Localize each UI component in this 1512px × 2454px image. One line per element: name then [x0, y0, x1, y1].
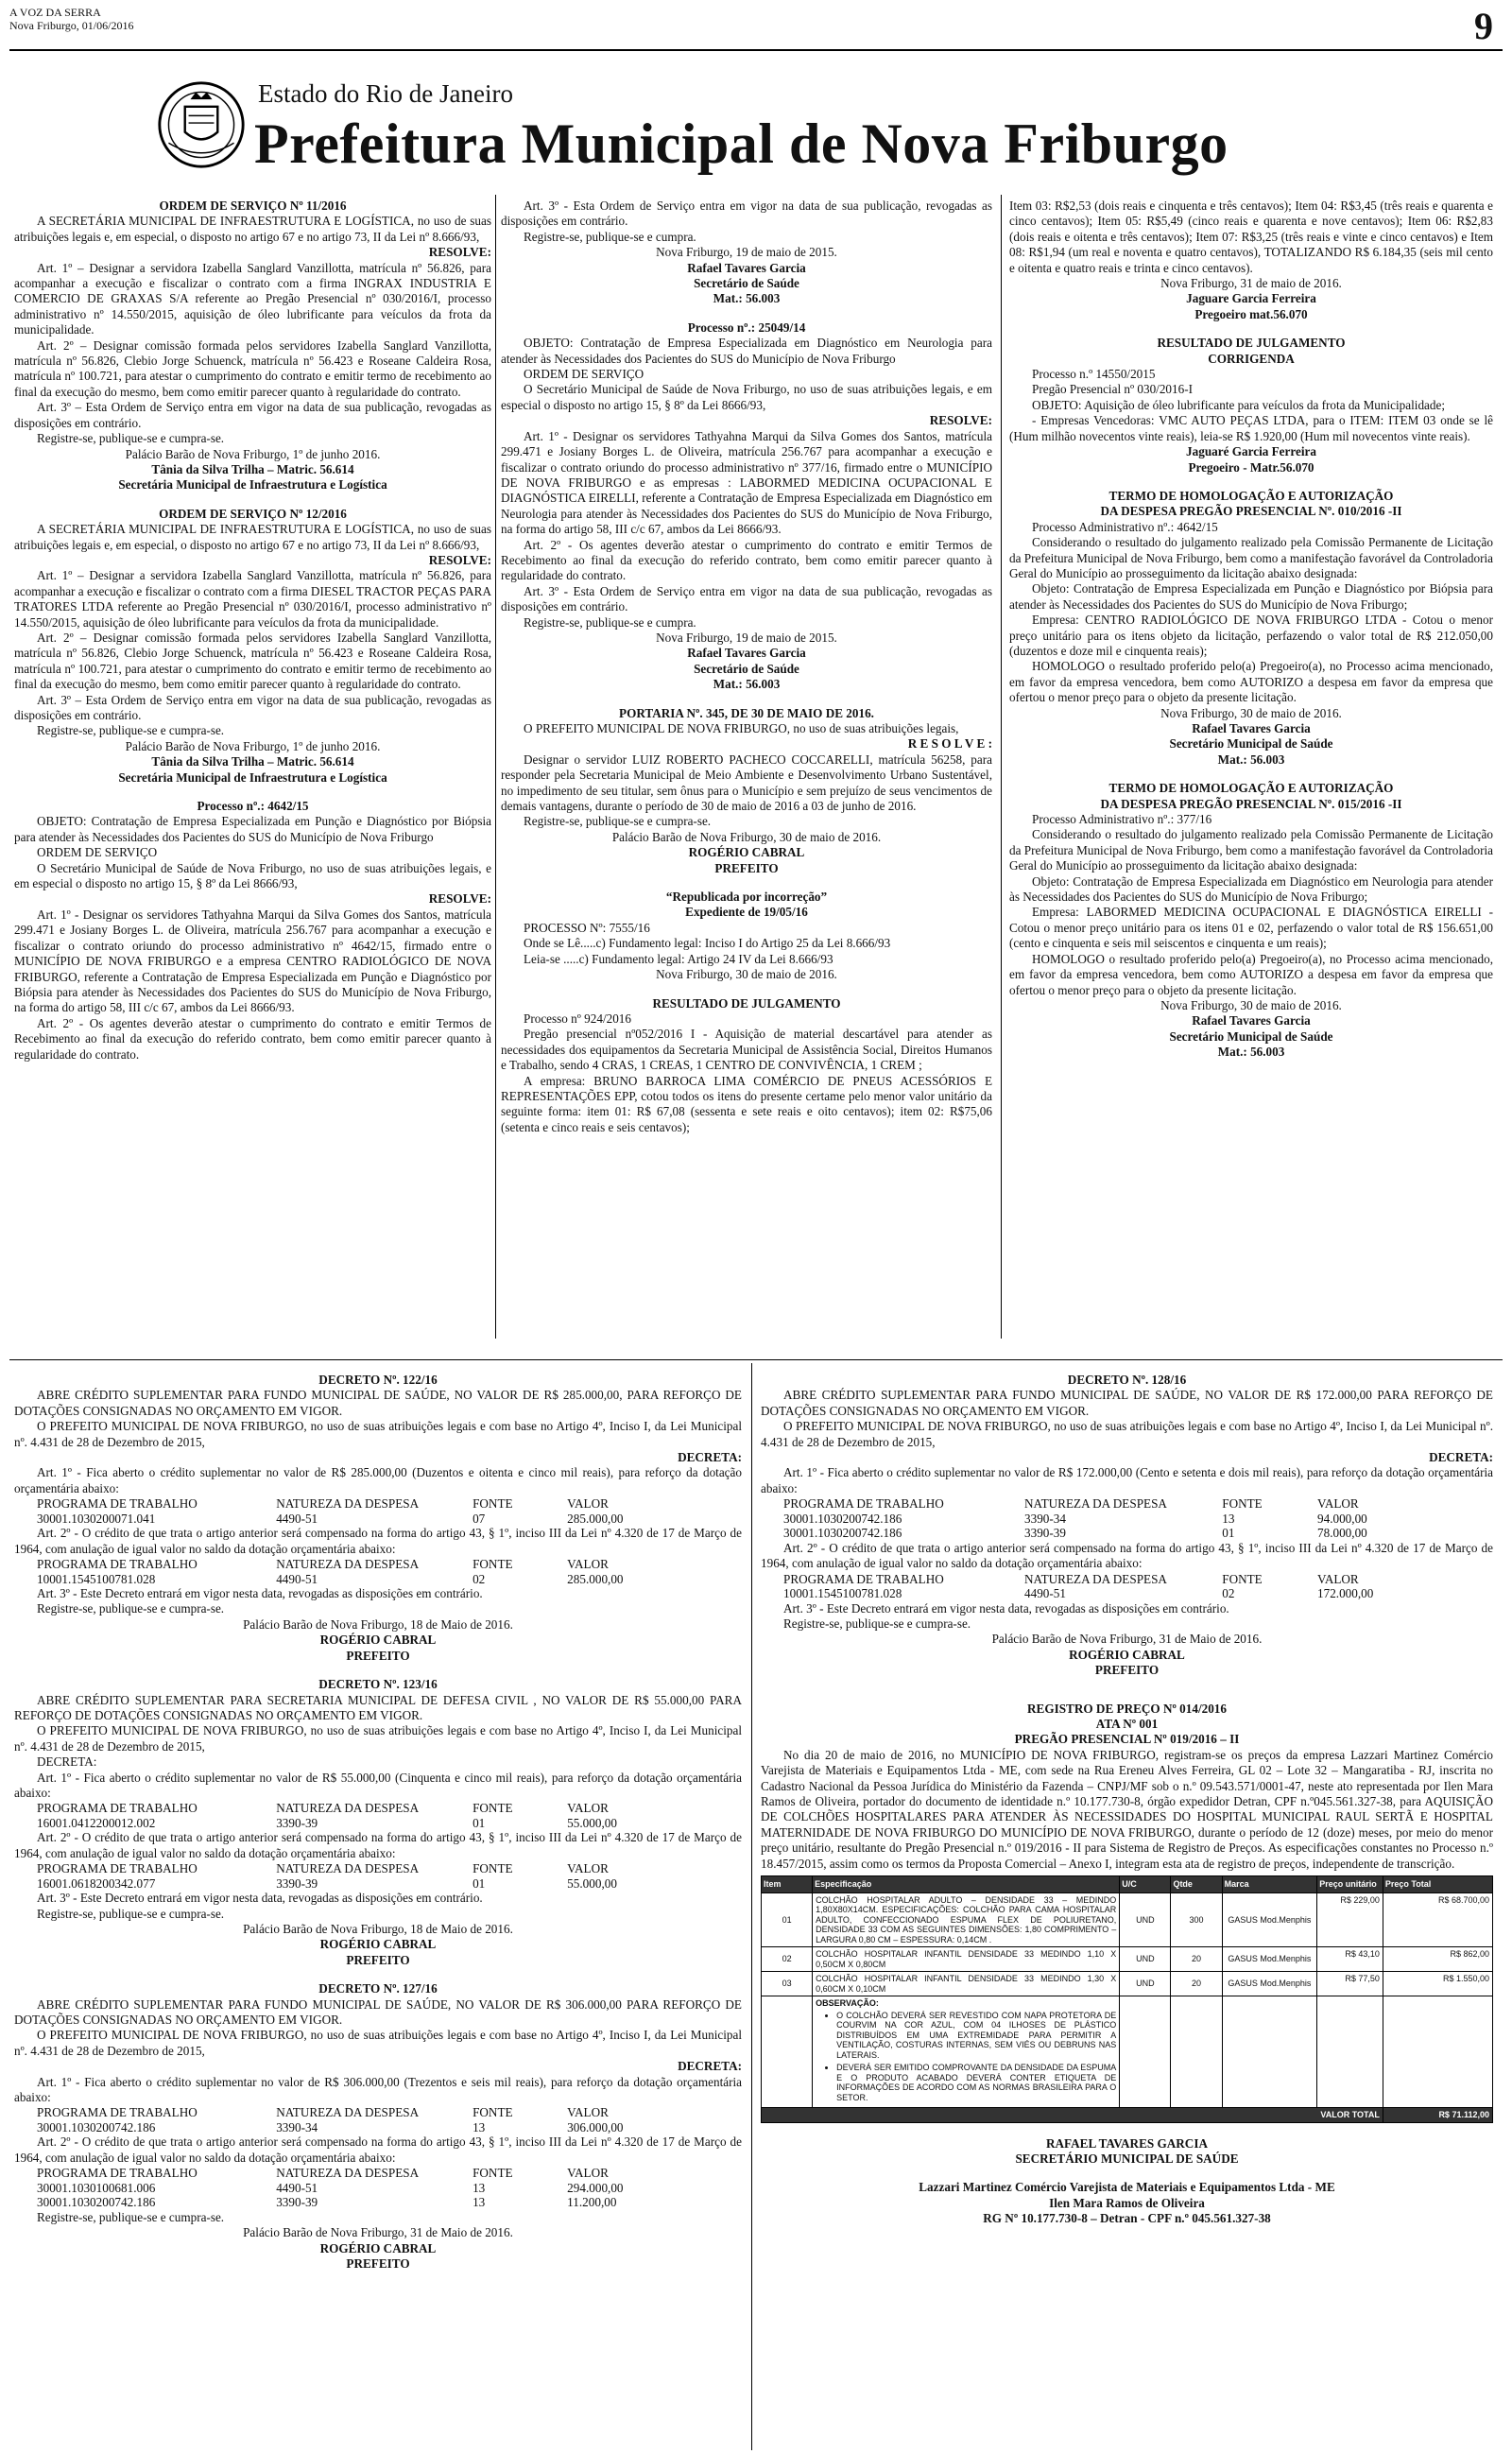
table-row: 30001.1030200071.041 4490-51 07 285.000,00 [37, 1511, 624, 1526]
section-title: “Republicada por incorreção” [665, 890, 828, 905]
paragraph: Registre-se, publique-se e cumpra-se. [524, 814, 712, 829]
paragraph: HOMOLOGO o resultado proferido pelo(a) Pregoeiro(a), no Processo acima mencionado, em favor da empresa vencedora, bem como AUTORIZO a despesa em favor da empresa que ofertou o menor preço para o objeto da presente licitação. [1009, 951, 1493, 997]
section-title: Processo nº.: 4642/15 [197, 799, 309, 814]
article: Art. 1º - Fica aberto o crédito suplementar no valor de R$ 306.000,00 (Trezentos e seis mil reais), para reforço da dotação orçamentária abaixo: [14, 2074, 742, 2105]
signature-name: Rafael Tavares Garcia [687, 646, 806, 661]
signature-name: Tânia da Silva Trilha – Matric. 56.614 [151, 461, 354, 476]
resolve-label: RESOLVE: [929, 413, 992, 428]
section-title: ORDEM DE SERVIÇO Nº 12/2016 [159, 506, 347, 521]
column-divider [1001, 195, 1002, 1339]
decree-ementa: ABRE CRÉDITO SUPLEMENTAR PARA FUNDO MUNICIPAL DE SAÚDE, NO VALOR DE R$ 285.000,00, PARA REFORÇO DE DOTAÇÕES CONSIGNADAS NO ORÇAMENTO EM VIGOR. [14, 1388, 742, 1418]
paragraph: A SECRETÁRIA MUNICIPAL DE INFRAESTRUTURA E LOGÍSTICA, no uso de suas atribuições legais e, em especial, o disposto no artigo 67 e no artigo 73, II da Lei nº 8.666/93, [14, 214, 491, 244]
section-title: TERMO DE HOMOLOGAÇÃO E AUTORIZAÇÃO [1108, 781, 1394, 796]
article: Art. 3º – Esta Ordem de Serviço entra em vigor na data de sua publicação, revogadas as disposições em contrário. [14, 692, 491, 722]
budget-table: PROGRAMA DE TRABALHO NATUREZA DA DESPESA FONTE VALOR 16001.0618200342.077 3390-39 01 55.000,00 [14, 1861, 742, 1891]
paragraph: No dia 20 de maio de 2016, no MUNICÍPIO DE NOVA FRIBURGO, registram-se os preços da empresa Lazzari Martinez Comércio Varejista de Materiais e Equipamentos Ltda - ME, com sede na Rua Ereneu Alves Ferreira, GL 02 – Lote 32 – Mangaratiba - RJ, inscrita no Cadastro Nacional da Pessoa Jurídica do Ministério da Fazenda – CNPJ/MF sob o n.º 09.543.571/0001-47, neste ato representada por Ilen Mara Ramos de Oliveira, portador do documento de identidade n.º 10.177.730-8, órgão expedidor Detran, CPF n.º045.561.327-38, para AQUISIÇÃO DE COLCHÕES HOSPITALARES PARA ATENDER ÀS NECESSIDADES DO HOSPITAL MUNICIPAL RAUL SERTÃ E HOSPITAL MATERNIDADE DE NOVA FRIBURGO DO MUNICÍPIO DE NOVA FRIBURGO, durante o período de 12 (doze) meses, por meio do menor preço unitário, resultante do Pregão Presencial n.º 019/2016 - II para Sistema de Registro de Preços. As especificações constantes no Processo n.º 18.457/2015, assim como os termos da Proposta Comercial – Anexo I, integram esta ata de registro de preços, independente de transcrição. [761, 1747, 1493, 1871]
decree-title: DECRETO Nº. 123/16 [318, 1677, 438, 1692]
paragraph: Empresa: CENTRO RADIOLÓGICO DE NOVA FRIBURGO LTDA - Cotou o menor preço unitário para os itens objeto da licitação, perfazendo o valor total de R$ 212.050,00 (duzentos e doze mil e cinquenta reais); [1009, 613, 1493, 658]
paragraph: O PREFEITO MUNICIPAL DE NOVA FRIBURGO, no uso de suas atribuições legais e com base no Artigo 4º, Inciso I, da Lei Municipal nº. 4.431 de 28 de Dezembro de 2015, [14, 1723, 742, 1754]
signature-role: PREFEITO [346, 1648, 410, 1663]
place-date: Nova Friburgo, 30 de maio de 2016. [1160, 997, 1342, 1012]
signature-role: Secretário de Saúde [694, 661, 799, 676]
place-date: Palácio Barão de Nova Friburgo, 31 de Maio de 2016. [991, 1632, 1263, 1647]
article: Art. 3º - Esta Ordem de Serviço entra em vigor na data de sua publicação, revogadas as disposições em contrário. [501, 583, 992, 614]
paragraph: Objeto: Contratação de Empresa Especializada em Punção e Diagnóstico por Biópsia para atender às Necessidades dos Pacientes do SUS do Município de Nova Friburgo; [1009, 581, 1493, 612]
table-row: 30001.1030200742.186 3390-34 13 306.000,00 [37, 2119, 624, 2134]
resolve-label: R E S O L V E : [907, 736, 992, 752]
decree-ementa: ABRE CRÉDITO SUPLEMENTAR PARA FUNDO MUNICIPAL DE SAÚDE, NO VALOR DE R$ 306.000,00 PARA REFORÇO DE DOTAÇÕES CONSIGNADAS NO ORÇAMENTO EM VIGOR. [14, 1996, 742, 2027]
paragraph: Empresa: LABORMED MEDICINA OCUPACIONAL E DIAGNÓSTICA EIRELLI - Cotou o menor preço unitário para os itens 01 e 02, perfazendo o valor total de R$ 156.651,00 (cento e cinquenta e seis mil seiscentos e cinquenta e um reais); [1009, 905, 1493, 951]
table-row: 02 COLCHÃO HOSPITALAR INFANTIL DENSIDADE 33 MEDINDO 1,10 X 0,50CM X 0,80CM UND 20 GASUS Mod.Menphis R$ 43,10 R$ 862,00 [762, 1947, 1493, 1972]
article: Art. 2º - Os agentes deverão atestar o cumprimento do contrato e emitir Termos de Recebimento ao final da execução do referido contrato, bem como emitir parecer quanto à regularidade do contrato. [501, 537, 992, 583]
table-row: 10001.1545100781.028 4490-51 02 285.000,00 [37, 1571, 624, 1586]
signature-name: Rafael Tavares Garcia [1192, 1013, 1311, 1028]
article: Art. 3º - Este Decreto entrará em vigor nesta data, revogadas as disposições em contrário. [783, 1600, 1229, 1616]
article: Art. 1º – Designar a servidora Izabella Sanglard Vanzillotta, matrícula nº 56.826, para acompanhar a execução e fiscalizar o contrato com a firma INGRAX INDUSTRIA E COMERCIO DE GRAXAS S/A referente ao Pregão Presencial nº 030/2016/I, processo administrativo nº 14.550/2015, aquisição de óleo lubrificante para veículos da frota da municipalidade. [14, 260, 491, 337]
table-header-row: Item Especificação U/C Qtde Marca Preço unitário Preço Total [762, 1876, 1493, 1893]
signature-role: Secretária Municipal de Infraestrutura e Logística [118, 477, 387, 493]
section-title: RESULTADO DE JULGAMENTO [652, 995, 841, 1011]
paragraph: Registre-se, publique-se e cumpra. [524, 614, 696, 630]
resolve-label: RESOLVE: [428, 245, 491, 260]
decree-title: DECRETO Nº. 128/16 [1067, 1373, 1187, 1387]
decree-title: DECRETO Nº. 127/16 [318, 1981, 438, 1996]
table-row: 16001.0618200342.077 3390-39 01 55.000,00 [37, 1875, 617, 1891]
article: Art. 2º - O crédito de que trata o artigo anterior será compensado na forma do artigo 43, § 1º, inciso III da Lei nº 4.320 de 17 de Março de 1964, com anulação de igual valor no saldo da dotação orçamentária abaixo: [14, 2134, 742, 2165]
signature-name: Rafael Tavares Garcia [687, 260, 806, 275]
signature-role: PREFEITO [1094, 1663, 1160, 1678]
prefeitura-title: Prefeitura Municipal de Nova Friburgo [254, 112, 1228, 175]
paragraph: A empresa: BRUNO BARROCA LIMA COMÉRCIO DE PNEUS ACESSÓRIOS E REPRESENTAÇÕES EPP, cotou todos os itens do presente certame pelo menor valor unitário da seguinte forma: item 01: R$ 67,08 (sessenta e sete reais e oito centavos); item 02: R$75,06 (setenta e cinco reais e seis centavos); [501, 1073, 992, 1134]
observation-row [762, 1996, 1493, 2108]
table-row: 30001.1030200742.186 3390-39 01 78.000,00 [783, 1526, 1367, 1541]
signature-role: PREFEITO [346, 1952, 410, 1967]
paragraph: O PREFEITO MUNICIPAL DE NOVA FRIBURGO, no uso de suas atribuições legais e com base no Artigo 4º, Inciso I, da Lei Municipal nº. 4.431 de 28 de Dezembro de 2015, [761, 1419, 1493, 1449]
signature-role: PREFEITO [714, 860, 779, 875]
budget-table: PROGRAMA DE TRABALHO NATUREZA DA DESPESA FONTE VALOR 30001.1030100681.006 4490-51 13 294.000,00 30001.1030200742.186 3390-39 13 11.200,00 [14, 2166, 742, 2210]
section-title: RESULTADO DE JULGAMENTO [1157, 336, 1346, 351]
signature-name: ROGÉRIO CABRAL [688, 845, 805, 860]
signature-mat: Mat.: 56.003 [713, 291, 781, 306]
signature-name: ROGÉRIO CABRAL [319, 2240, 437, 2255]
signature-role: Pregoeiro - Matr.56.070 [1188, 459, 1314, 475]
section-divider [9, 1359, 1503, 1360]
paragraph: O PREFEITO MUNICIPAL DE NOVA FRIBURGO, no uso de suas atribuições legais e com base no Artigo 4º, Inciso I, da Lei Municipal nº. 4.431 de 28 de Dezembro de 2015, [14, 1419, 742, 1449]
paragraph: OBJETO: Aquisição de óleo lubrificante para veículos da frota da Municipalidade; [1032, 397, 1446, 412]
decreta-label: DECRETA: [678, 1450, 742, 1465]
resolve-label: RESOLVE: [428, 891, 491, 907]
decree-title: DECRETO Nº. 122/16 [318, 1373, 438, 1387]
total-row [762, 2108, 1493, 2123]
place-date: Palácio Barão de Nova Friburgo, 30 de maio de 2016. [611, 829, 882, 844]
signature-mat: Mat.: 56.003 [1217, 752, 1285, 767]
paragraph: Processo Administrativo nº.: 4642/15 [1032, 519, 1218, 534]
column-1 [14, 199, 491, 1063]
paragraph: Objeto: Contratação de Empresa Especializada em Diagnóstico em Neurologia para atender às Necessidades dos Pacientes do SUS do Município de Nova Friburgo; [1009, 873, 1493, 905]
signature-name: RAFAEL TAVARES GARCIA [1046, 2135, 1208, 2151]
column-divider [495, 195, 496, 1339]
section-subtitle: ATA Nº 001 [1095, 1717, 1159, 1731]
place-date: Palácio Barão de Nova Friburgo, 31 de Maio de 2016. [243, 2225, 513, 2240]
budget-table: PROGRAMA DE TRABALHO NATUREZA DA DESPESA FONTE VALOR 30001.1030200742.186 3390-34 13 306.000,00 [14, 2105, 742, 2134]
budget-table: PROGRAMA DE TRABALHO NATUREZA DA DESPESA FONTE VALOR 10001.1545100781.028 4490-51 02 285.000,00 [14, 1557, 742, 1586]
section-title: Processo nº.: 25049/14 [687, 320, 806, 335]
paragraph: ORDEM DE SERVIÇO [524, 367, 644, 382]
paragraph: Registre-se, publique-se e cumpra-se. [37, 1906, 225, 1921]
paragraph: Pregão presencial nº052/2016 I - Aquisição de material descartável para atender as necessidades dos equipamentos da Secretaria Municipal de Assistência Social, Direitos Humanos e Trabalho, sendo 4 CRAS, 1 CREAS, 1 CENTRO DE CONVIVÊNCIA, 1 CREM ; [501, 1027, 992, 1073]
paragraph: Registre-se, publique-se e cumpra-se. [37, 1601, 225, 1616]
signature-name: ROGÉRIO CABRAL [319, 1937, 437, 1952]
budget-table: PROGRAMA DE TRABALHO NATUREZA DA DESPESA FONTE VALOR 30001.1030200742.186 3390-34 13 94.000,00 30001.1030200742.186 3390-39 01 78.000,00 [761, 1496, 1493, 1541]
place-date: Nova Friburgo, 19 de maio de 2015. [656, 245, 837, 260]
signature-role: Secretário Municipal de Saúde [1169, 736, 1333, 752]
paragraph: O PREFEITO MUNICIPAL DE NOVA FRIBURGO, no uso de suas atribuições legais e com base no Artigo 4º, Inciso I, da Lei Municipal nº. 4.431 de 28 de Dezembro de 2015, [14, 2028, 742, 2058]
section-subtitle: DA DESPESA PREGÃO PRESENCIAL Nº. 010/2016 -II [1100, 504, 1402, 519]
signature-mat: Mat.: 56.003 [1217, 1045, 1285, 1060]
signature-role: PREFEITO [346, 2255, 410, 2271]
signature-name: Rafael Tavares Garcia [1192, 721, 1311, 735]
article: Art. 2º - Os agentes deverão atestar o cumprimento do contrato e emitir Termos de Recebimento ao final da execução do referido contrato, bem como emitir parecer quanto à regularidade do contrato. [14, 1015, 491, 1062]
resolve-label: RESOLVE: [428, 552, 491, 567]
signature-company: Lazzari Martinez Comércio Varejista de Materiais e Equipamentos Ltda - ME [919, 2180, 1335, 2195]
place-date: Palácio Barão de Nova Friburgo, 1º de junho 2016. [125, 738, 381, 753]
table-row: 03 COLCHÃO HOSPITALAR INFANTIL DENSIDADE 33 MEDINDO 1,30 X 0,60CM X 0,10CM UND 20 GASUS Mod.Menphis R$ 77,50 R$ 1.550,00 [762, 1972, 1493, 1996]
decreta-label: DECRETA: [37, 1754, 97, 1770]
article: Art. 3º - Este Decreto entrará em vigor nesta data, revogadas as disposições em contrário. [37, 1891, 483, 1906]
article: Art. 3º - Esta Ordem de Serviço entra em vigor na data de sua publicação, revogadas as disposições em contrário. [501, 199, 992, 229]
paragraph: Registre-se, publique-se e cumpra. [524, 229, 696, 244]
state-name: Estado do Rio de Janeiro [258, 79, 513, 108]
paragraph: - Empresas Vencedoras: VMC AUTO PEÇAS LTDA, para o ITEM: ITEM 03 onde se lê (Hum milhão novecentos vinte reais), leia-se R$ 1.920,00 (Hum mil novecentos vinte reais). [1009, 413, 1493, 443]
page-header [9, 6, 1503, 47]
publication-date: Nova Friburgo, 01/06/2016 [9, 19, 134, 32]
paragraph: O PREFEITO MUNICIPAL DE NOVA FRIBURGO, no uso de suas atribuições legais, [524, 721, 959, 735]
signature-role: Secretário de Saúde [694, 276, 799, 291]
signature-role: Secretária Municipal de Infraestrutura e Logística [118, 769, 387, 785]
paragraph: O Secretário Municipal de Saúde de Nova Friburgo, no uso de suas atribuições legais, e em especial o disposto no artigo 15, § 8º da Lei 8666/93, [14, 860, 491, 891]
paragraph: Considerando o resultado do julgamento realizado pela Comissão Permanente de Licitação da Prefeitura Municipal de Nova Friburgo, bem como a manifestação favorável da Controladoria Geral do Município ao prosseguimento da licitação abaixo designada: [1009, 827, 1493, 873]
signature-role: Secretário Municipal de Saúde [1169, 1028, 1333, 1044]
table-row: 30001.1030200742.186 3390-34 13 94.000,00 [783, 1511, 1367, 1526]
budget-table: PROGRAMA DE TRABALHO NATUREZA DA DESPESA FONTE VALOR 30001.1030200071.041 4490-51 07 285.000,00 [14, 1496, 742, 1526]
decreta-label: DECRETA: [1429, 1450, 1493, 1465]
page-number: 9 [1474, 5, 1493, 47]
table-row: 01 COLCHÃO HOSPITALAR ADULTO – DENSIDADE 33 – MEDINDO 1,80X80X14CM. ESPECIFICAÇÕES: COLCHÃO PARA CAMA HOSPITALAR ADULTO, CONFECCIONADO ESPUMA FLEX DE POLIURETANO, DENSIDADE 33 COM AS SEGUINTES DIMENSÕES: 1,80 COMPRIMENTO – LARGURA 0,80 CM – ESPESSURA: 0,14CM . UND 300 GASUS Mod.Menphis R$ 229,00 R$ 68.700,00 [762, 1892, 1493, 1947]
section-title: PORTARIA Nº. 345, DE 30 DE MAIO DE 2016. [619, 705, 874, 720]
signature-name: Jaguaré Garcia Ferreira [1186, 444, 1316, 459]
section-subtitle: DA DESPESA PREGÃO PRESENCIAL Nº. 015/2016 -II [1100, 796, 1402, 811]
column-5 [761, 1373, 1493, 2227]
paragraph: ORDEM DE SERVIÇO [37, 845, 158, 860]
paragraph: HOMOLOGO o resultado proferido pelo(a) Pregoeiro(a), no Processo acima mencionado, em favor da empresa vencedora, bem como AUTORIZO a despesa em favor da empresa que ofertou o menor preço para o objeto da presente licitação. [1009, 659, 1493, 705]
paragraph: Registre-se, publique-se e cumpra-se. [37, 431, 225, 446]
budget-table: PROGRAMA DE TRABALHO NATUREZA DA DESPESA FONTE VALOR 16001.0412200012.002 3390-39 01 55.000,00 [14, 1801, 742, 1830]
place-date: Nova Friburgo, 19 de maio de 2015. [656, 630, 837, 645]
place-date: Palácio Barão de Nova Friburgo, 18 de Maio de 2016. [243, 1921, 513, 1936]
article: Art. 1º - Designar os servidores Tathyahna Marqui da Silva Gomes dos Santos, matrícula 299.471 e Josiany Borges L. de Oliveira, matrícula 256.767 para acompanhar a execução e fiscalizar o contrato oriundo do processo administrativo nº 377/16, firmado entre o MUNICÍPIO DE NOVA FRIBURGO e as empresas : LABORMED MEDICINA OCUPACIONAL E DIAGNÓSTICA EIRELLI, referente a Contratação de Empresa Especializada em Diagnóstico em Neurologia para atender às Necessidades dos Pacientes do SUS do Município de Nova Friburgo, na forma do artigo 58, III c/c 67, ambos da Lei 8666/93. [501, 428, 992, 537]
paragraph: OBJETO: Contratação de Empresa Especializada em Diagnóstico em Neurologia para atender às Necessidades dos Pacientes do SUS do Município de Nova Friburgo [501, 336, 992, 366]
decreta-label: DECRETA: [678, 2059, 742, 2074]
table-row: 30001.1030200742.186 3390-39 13 11.200,00 [37, 2195, 617, 2210]
observation-item: • DEVERÁ SER EMITIDO COMPROVANTE DA DENSIDADE DA ESPUMA E O PRODUTO ACABADO DEVERÁ CONTER ETIQUETA DE INFORMAÇÕES DE ACORDO COM AS NORMAS BRASILEIRA PARA O SETOR. [836, 2063, 1116, 2102]
header-rule [9, 49, 1503, 51]
price-table [761, 1875, 1493, 2123]
signature-role: SECRETÁRIO MUNICIPAL DE SAÚDE [1015, 2151, 1239, 2166]
article: Art. 2º - O crédito de que trata o artigo anterior será compensado na forma do artigo 43, § 1º, inciso III da Lei nº 4.320 de 17 de Março de 1964, com anulação de igual valor no saldo da dotação orçamentária abaixo: [14, 1830, 742, 1860]
observation-item: • O COLCHÃO DEVERÁ SER REVESTIDO COM NAPA PROTETORA DE COURVIM NA COR AZUL, COM 04 ILHOSES DE PLÁSTICO DISTRIBUÍDOS EM UMA EXTREMIDADE PARA PERMITIR A VENTILAÇÃO, COSTURAS INTERNAS, SEM VIÉS OU DEBRUNS NAS LATERAIS. [836, 2011, 1116, 2061]
paragraph: Registre-se, publique-se e cumpra-se. [783, 1616, 971, 1631]
article: Art. 1º - Fica aberto o crédito suplementar no valor de R$ 285.000,00 (Duzentos e oitenta e cinco mil reais), para reforço da dotação orçamentária abaixo: [14, 1465, 742, 1495]
paragraph: Processo Administrativo nº.: 377/16 [1032, 812, 1212, 827]
decree-ementa: ABRE CRÉDITO SUPLEMENTAR PARA SECRETARIA MUNICIPAL DE DEFESA CIVIL , NO VALOR DE R$ 55.000,00 PARA REFORÇO DE DOTAÇÕES CONSIGNADAS NO ORÇAMENTO EM VIGOR. [14, 1692, 742, 1722]
signature-role: Pregoeiro mat.56.070 [1194, 306, 1308, 321]
section-title: TERMO DE HOMOLOGAÇÃO E AUTORIZAÇÃO [1108, 488, 1394, 503]
signature-name: Tânia da Silva Trilha – Matric. 56.614 [151, 754, 354, 769]
section-title: REGISTRO DE PREÇO Nº 014/2016 [1027, 1701, 1227, 1716]
paragraph: Registre-se, publique-se e cumpra-se. [37, 2209, 225, 2224]
section-subtitle: PREGÃO PRESENCIAL Nº 019/2016 – II [1014, 1732, 1240, 1747]
article: Art. 3º – Esta Ordem de Serviço entra em vigor na data de sua publicação, revogadas as disposições em contrário. [14, 400, 491, 430]
section-subtitle: CORRIGENDA [1208, 351, 1295, 366]
signature-mat: Mat.: 56.003 [713, 677, 781, 692]
paragraph: PROCESSO Nº: 7555/16 [524, 920, 650, 935]
total-value: R$ 71.112,00 [1383, 2108, 1492, 2123]
place-date: Nova Friburgo, 30 de maio de 2016. [656, 967, 837, 982]
article: Art. 3º - Este Decreto entrará em vigor nesta data, revogadas as disposições em contrário. [37, 1586, 483, 1601]
paragraph: Processo nº 924/2016 [524, 1011, 631, 1026]
place-date: Nova Friburgo, 31 de maio de 2016. [1160, 276, 1342, 291]
paragraph: Leia-se .....c) Fundamento legal: Artigo 24 IV da Lei 8.666/93 [524, 951, 833, 966]
article: Art. 1º - Fica aberto o crédito suplementar no valor de R$ 172.000,00 (Cento e setenta e dois mil reais), para reforço da dotação orçamentária abaixo: [761, 1465, 1493, 1495]
paragraph: Registre-se, publique-se e cumpra-se. [37, 723, 225, 738]
masthead [156, 76, 1366, 180]
article: Art. 1º – Designar a servidora Izabella Sanglard Vanzillotta, matrícula nº 56.826, para acompanhar a execução e fiscalizar o contrato com a firma DIESEL TRACTOR PEÇAS PARA TRATORES LTDA referente ao Pregão Presencial nº 030/2016/I, processo administrativo nº 14.550/2015, aquisição de óleo lubrificante para veículos da frota da municipalidade. [14, 568, 491, 630]
article: Art. 1º - Fica aberto o crédito suplementar no valor de R$ 55.000,00 (Cinquenta e cinco mil reais), para reforço da dotação orçamentária abaixo: [14, 1770, 742, 1800]
signature-name: Ilen Mara Ramos de Oliveira [1049, 2195, 1205, 2210]
paragraph: Item 03: R$2,53 (dois reais e cinquenta e três centavos); Item 04: R$3,45 (três reais e quarenta e cinco centavos); Item 05: R$5,49 (cinco reais e quarenta e nove centavos); Item 06: R$2,83 (dois reais e oitenta e três centavos); Item 07: R$3,25 (três reais e vinte e cinco centavos) e Item 08: R$1,94 (um real e noventa e quatro centavos), TOTALIZANDO R$ 6.184,35 (seis mil cento e oitenta e quatro reais e trinta e cinco centavos). [1009, 199, 1493, 275]
budget-table: PROGRAMA DE TRABALHO NATUREZA DA DESPESA FONTE VALOR 10001.1545100781.028 4490-51 02 172.000,00 [761, 1572, 1493, 1601]
decree-ementa: ABRE CRÉDITO SUPLEMENTAR PARA FUNDO MUNICIPAL DE SAÚDE, NO VALOR DE R$ 172.000,00 PARA REFORÇO DE DOTAÇÕES CONSIGNADAS NO ORÇAMENTO EM VIGOR. [761, 1388, 1493, 1418]
paragraph: O Secretário Municipal de Saúde de Nova Friburgo, no uso de suas atribuições legais, e em especial o disposto no artigo 15, § 8º da Lei 8666/93, [501, 382, 992, 412]
paragraph: Processo n.º 14550/2015 [1032, 367, 1156, 382]
column-2 [501, 199, 992, 1135]
city-seal-icon [156, 79, 247, 170]
observation-label: OBSERVAÇÃO: [816, 1998, 879, 2009]
place-date: Palácio Barão de Nova Friburgo, 1º de junho 2016. [125, 446, 381, 461]
publication-name: A VOZ DA SERRA [9, 6, 101, 19]
paragraph: A SECRETÁRIA MUNICIPAL DE INFRAESTRUTURA E LOGÍSTICA, no uso de suas atribuições legais e, em especial, o disposto no artigo 67 e no artigo 73, II da Lei nº 8.666/93, [14, 522, 491, 552]
publication-info [9, 6, 133, 32]
signature-id: RG Nº 10.177.730-8 – Detran - CPF n.º 045.561.327-38 [983, 2211, 1271, 2226]
article: Art. 1º - Designar os servidores Tathyahna Marqui da Silva Gomes dos Santos, matrícula 299.471 e Josiany Borges L. de Oliveira, matrícula 256.767 para acompanhar a execução e fiscalizar o contrato oriundo do processo administrativo nº 4642/15, firmado entre o MUNICÍPIO DE NOVA FRIBURGO e a empresa CENTRO RADIOLÓGICO DE NOVA FRIBURGO, referente a Contratação de Empresa Especializada em Punção e Diagnóstico por Biópsia para atender às Necessidades dos Pacientes do SUS do Município de Nova Friburgo, na forma do artigo 58, III c/c 67, ambos da Lei 8666/93. [14, 907, 491, 1015]
place-date: Palácio Barão de Nova Friburgo, 18 de Maio de 2016. [243, 1616, 513, 1632]
table-row: 16001.0412200012.002 3390-39 01 55.000,00 [37, 1815, 617, 1830]
paragraph: Onde se Lê.....c) Fundamento legal: Inciso I do Artigo 25 da Lei 8.666/93 [524, 936, 891, 951]
column-3 [1009, 199, 1493, 1061]
signature-name: ROGÉRIO CABRAL [1069, 1647, 1185, 1662]
paragraph: Designar o servidor LUIZ ROBERTO PACHECO COCCARELLI, matrícula 56258, para responder pela Secretaria Municipal de Meio Ambiente e Desenvolvimento Urbano Sustentável, no impedimento de seu titular, sem ônus para o Município e sem prejuízo de seus vencimentos de demais vantagens, durante o período de 30 de maio de 2016 a 03 de junho de 2016. [501, 752, 992, 814]
paragraph: Considerando o resultado do julgamento realizado pela Comissão Permanente de Licitação da Prefeitura Municipal de Nova Friburgo, bem como a manifestação favorável da Controladoria Geral do Município ao prosseguimento da licitação abaixo designada: [1009, 535, 1493, 580]
signature-name: ROGÉRIO CABRAL [319, 1633, 437, 1648]
paragraph: OBJETO: Contratação de Empresa Especializada em Punção e Diagnóstico por Biópsia para atender às Necessidades dos Pacientes do SUS do Município de Nova Friburgo [14, 814, 491, 844]
article: Art. 2º – Designar comissão formada pelos servidores Izabella Sanglard Vanzillotta, matrícula nº 56.826, Clebio Jorge Schuenck, matrícula nº 56.423 e Roseane Caldeira Rosa, matrícula nº 100.721, para atestar o cumprimento do contrato e emitir termo de recebimento ao final da execução do mesmo, bem como emitir parecer quanto à regularidade do contrato. [14, 630, 491, 692]
total-label: VALOR TOTAL [762, 2108, 1383, 2123]
table-row: 10001.1545100781.028 4490-51 02 172.000,00 [783, 1586, 1374, 1601]
article: Art. 2º – Designar comissão formada pelos servidores Izabella Sanglard Vanzillotta, matrícula nº 56.826, Clebio Jorge Schuenck, matrícula nº 56.423 e Roseane Caldeira Rosa, matrícula nº 100.721, para atestar o cumprimento do contrato e emitir termo de recebimento ao final da execução do mesmo, bem como emitir parecer quanto à regularidade do contrato. [14, 337, 491, 399]
article: Art. 2º - O crédito de que trata o artigo anterior será compensado na forma do artigo 43, § 1º, inciso III da Lei nº 4.320 de 17 de Março de 1964, com anulação de igual valor no saldo da dotação orçamentária abaixo: [14, 1526, 742, 1556]
section-subtitle: Expediente de 19/05/16 [685, 905, 808, 920]
article: Art. 2º - O crédito de que trata o artigo anterior será compensado na forma do artigo 43, § 1º, inciso III da Lei nº 4.320 de 17 de Março de 1964, com anulação de igual valor no saldo da dotação orçamentária abaixo: [761, 1540, 1493, 1571]
table-row: 30001.1030100681.006 4490-51 13 294.000,00 [37, 2180, 624, 2195]
section-title: ORDEM DE SERVIÇO Nº 11/2016 [159, 199, 347, 213]
paragraph: Pregão Presencial nº 030/2016-I [1032, 382, 1193, 397]
column-4 [14, 1373, 742, 2272]
signature-name: Jaguare Garcia Ferreira [1186, 291, 1316, 306]
place-date: Nova Friburgo, 30 de maio de 2016. [1160, 705, 1342, 720]
column-divider [751, 1363, 752, 2450]
